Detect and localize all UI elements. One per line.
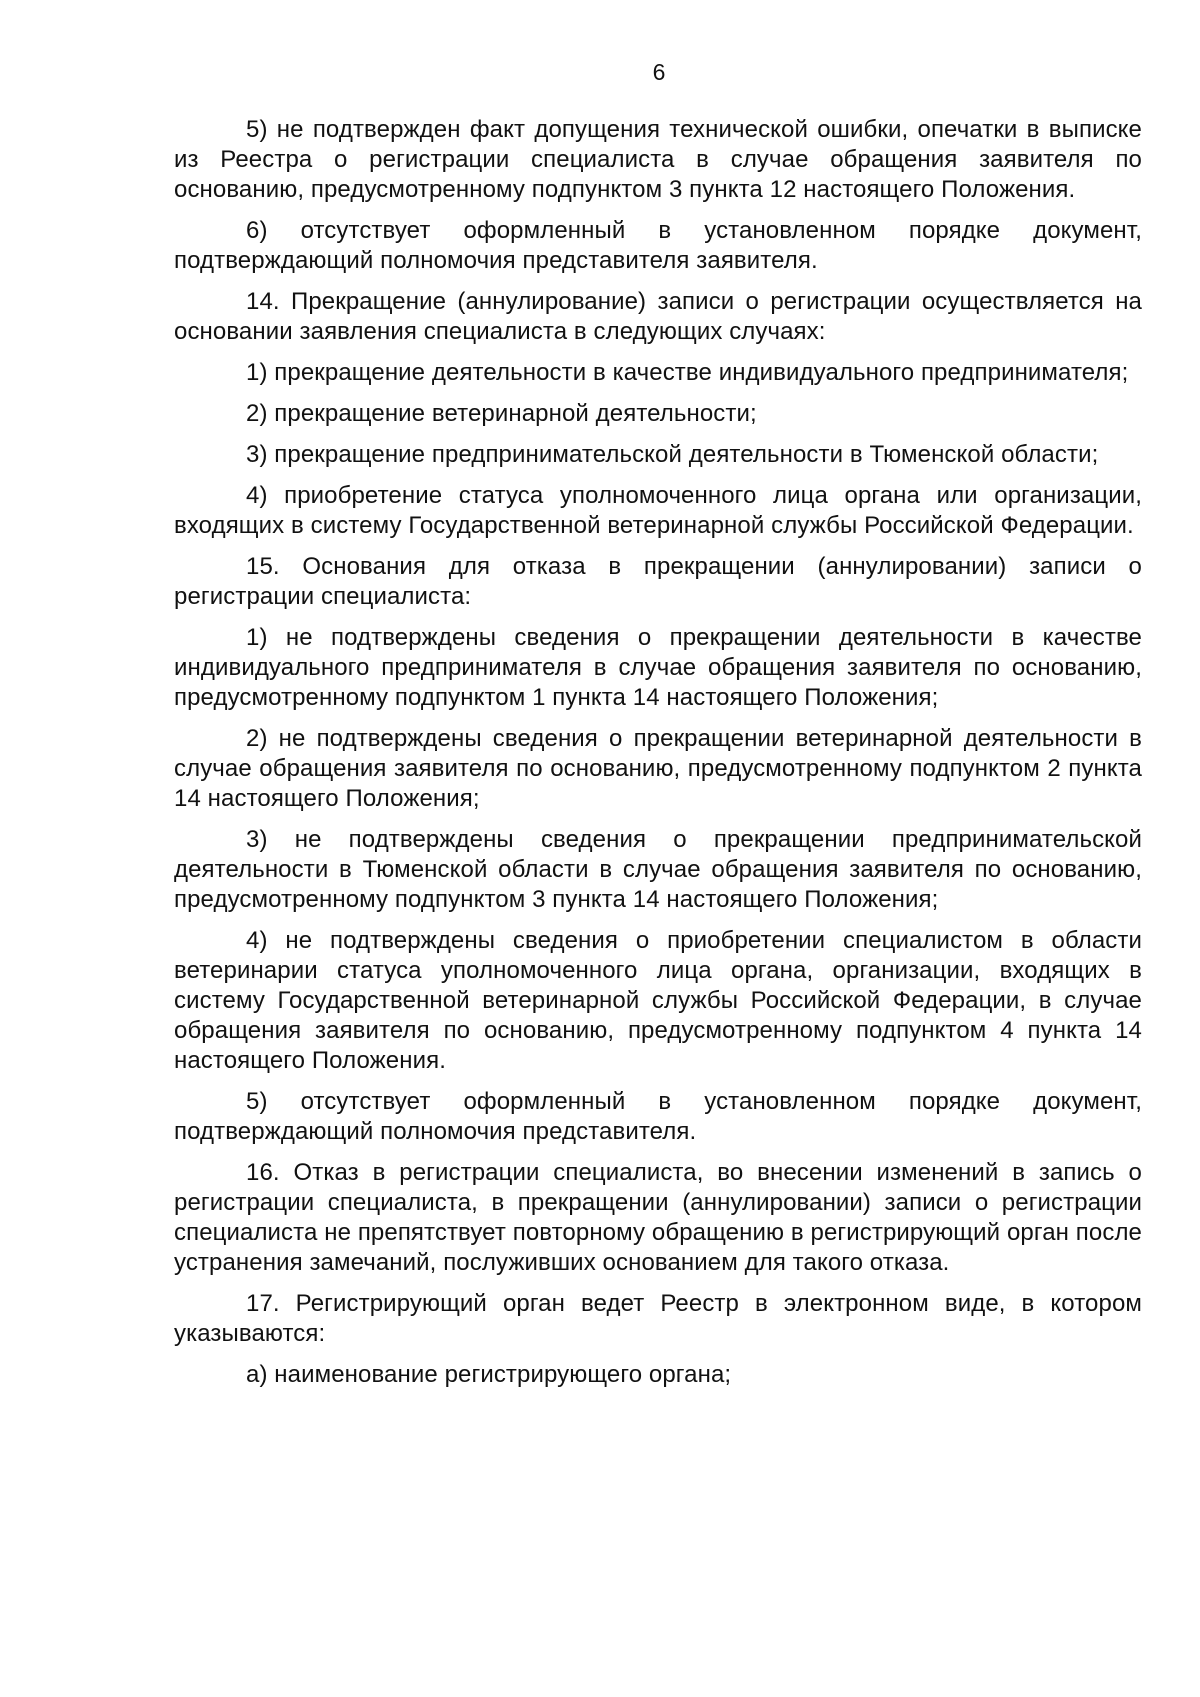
paragraph-14-item-1: 1) прекращение деятельности в качестве индивидуального предпринимателя; <box>246 359 1129 386</box>
paragraph-15-item-3: 3) не подтверждены сведения о прекращении предпринимательской деятельности в Тюменской области в случае обращения заявителя по основанию, предусмотренному подпунктом 3 пункта 14 настоящего Положения; <box>174 826 1142 913</box>
paragraph-17-item-a: а) наименование регистрирующего органа; <box>246 1361 732 1388</box>
paragraph-15-item-4: 4) не подтверждены сведения о приобретении специалистом в области ветеринарии статуса уполномоченного лица органа, организации, входящих в систему Государственной ветеринарной службы Российской Федерации, в случае обращения заявителя по основанию, предусмотренному подпунктом 4 пункта 14 настоящего Положения. <box>174 927 1142 1074</box>
paragraph-15-refusal-grounds: 15. Основания для отказа в прекращении (аннулировании) записи о регистрации специалиста: <box>174 553 1142 610</box>
paragraph-17-registry: 17. Регистрирующий орган ведет Реестр в электронном виде, в котором указываются: <box>174 1290 1142 1347</box>
paragraph-14-item-4: 4) приобретение статуса уполномоченного лица органа или организации, входящих в систему Государственной ветеринарной службы Российской Федерации. <box>174 482 1142 539</box>
paragraph-item-5-technical-error: 5) не подтвержден факт допущения технической ошибки, опечатки в выписке из Реестра о регистрации специалиста в случае обращения заявителя по основанию, предусмотренному подпунктом 3 пункта 12 настоящего Положения. <box>174 116 1142 203</box>
document-body <box>174 115 1142 1401</box>
paragraph-14-termination: 14. Прекращение (аннулирование) записи о регистрации осуществляется на основании заявления специалиста в следующих случаях: <box>174 288 1142 345</box>
page-number: 6 <box>652 59 666 85</box>
paragraph-15-item-2: 2) не подтверждены сведения о прекращении ветеринарной деятельности в случае обращения заявителя по основанию, предусмотренному подпунктом 2 пункта 14 настоящего Положения; <box>174 725 1142 812</box>
paragraph-14-item-3: 3) прекращение предпринимательской деятельности в Тюменской области; <box>246 441 1099 468</box>
paragraph-15-item-5: 5) отсутствует оформленный в установленном порядке документ, подтверждающий полномочия представителя. <box>174 1088 1142 1145</box>
paragraph-15-item-1: 1) не подтверждены сведения о прекращении деятельности в качестве индивидуального предпринимателя в случае обращения заявителя по основанию, предусмотренному подпунктом 1 пункта 14 настоящего Положения; <box>174 624 1142 711</box>
paragraph-16-reapplication: 16. Отказ в регистрации специалиста, во внесении изменений в запись о регистрации специалиста, в прекращении (аннулировании) записи о регистрации специалиста не препятствует повторному обращению в регистрирующий орган после устранения замечаний, послуживших основанием для такого отказа. <box>174 1159 1142 1276</box>
paragraph-14-item-2: 2) прекращение ветеринарной деятельности; <box>246 400 757 427</box>
paragraph-item-6-missing-document: 6) отсутствует оформленный в установленном порядке документ, подтверждающий полномочия представителя заявителя. <box>174 217 1142 274</box>
